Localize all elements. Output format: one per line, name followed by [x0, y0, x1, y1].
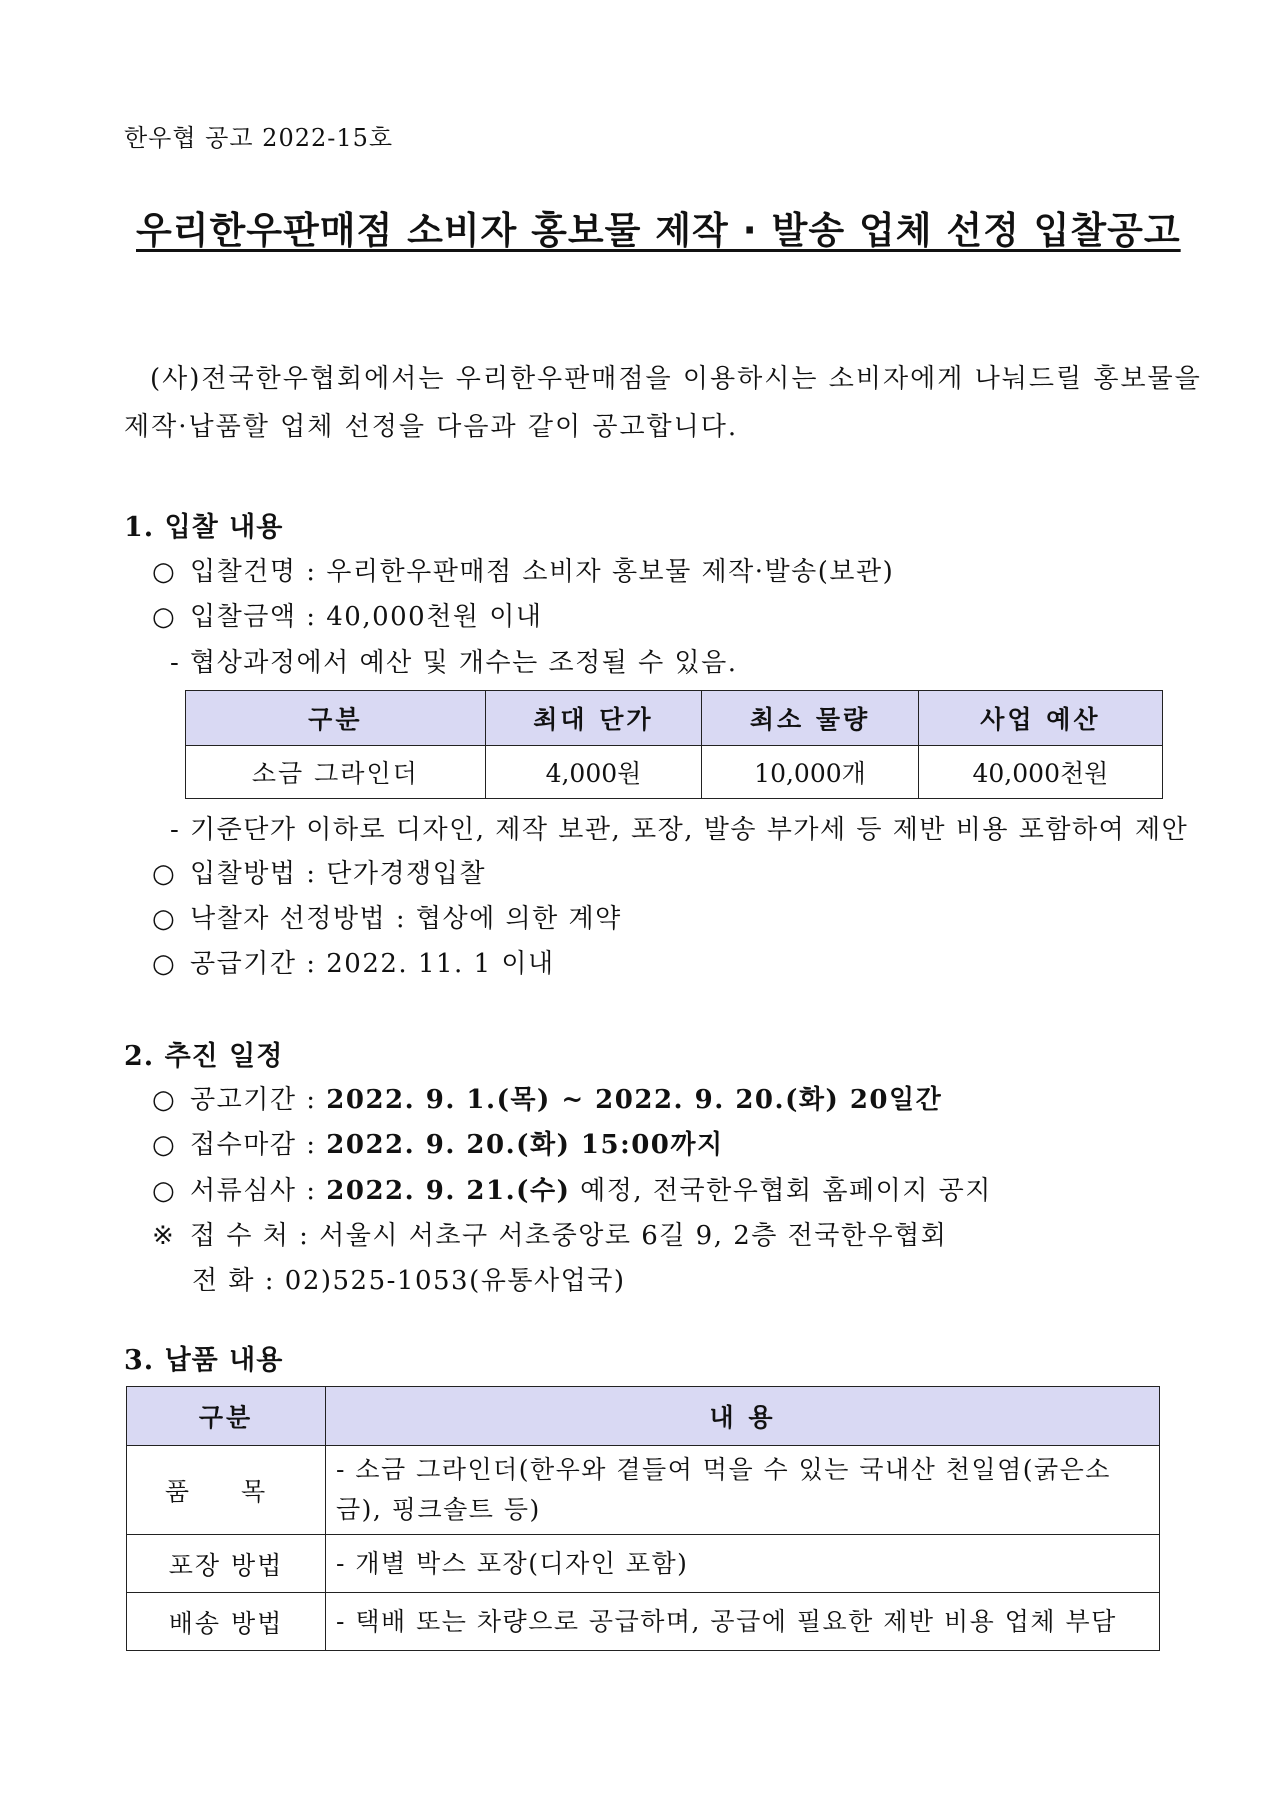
table-row [186, 746, 1163, 799]
page-title: 우리한우판매점 소비자 홍보물 제작 · 발송 업체 선정 입찰공고 [136, 209, 1181, 252]
section-1-heading: 1. 입찰 내용 [124, 512, 284, 543]
table-cell: 포장 방법 [127, 1535, 326, 1593]
table-header-row [127, 1387, 1160, 1446]
circle-bullet-icon: ○ [152, 904, 177, 934]
notice-number: 한우협 공고 2022-15호 [124, 124, 394, 152]
delivery-table [126, 1386, 1160, 1651]
bid-method-item [152, 853, 486, 890]
selection-method-text: 낙찰자 선정방법 : 협상에 의한 계약 [190, 904, 622, 934]
table-header-row [186, 691, 1163, 746]
review-item [152, 1170, 992, 1207]
supply-period-text: 공급기간 : 2022. 11. 1 이내 [190, 949, 555, 979]
table-header-cell: 내 용 [326, 1387, 1160, 1446]
table-header-cell: 구분 [186, 691, 486, 746]
notice-period-label: 공고기간 : [190, 1085, 327, 1115]
review-rest: 예정, 전국한우협회 홈페이지 공지 [570, 1176, 992, 1206]
bid-method-text: 입찰방법 : 단가경쟁입찰 [190, 859, 486, 889]
supply-period-item [152, 943, 555, 980]
reception-item [152, 1215, 947, 1252]
notice-period-value: 2022. 9. 1.(목) ~ 2022. 9. 20.(화) 20일간 [326, 1085, 943, 1115]
circle-bullet-icon: ○ [152, 602, 177, 632]
table-cell: 4,000원 [485, 746, 702, 799]
note-adjust: - 협상과정에서 예산 및 개수는 조정될 수 있음. [170, 648, 738, 678]
review-value: 2022. 9. 21.(수) [326, 1176, 571, 1206]
deadline-item [152, 1124, 724, 1161]
intro-line-1: (사)전국한우협회에서는 우리한우판매점을 이용하시는 소비자에게 나눠드릴 홍보물을 [150, 364, 1202, 394]
table-cell: 배송 방법 [127, 1593, 326, 1651]
table-cell: 품 목 [127, 1446, 326, 1535]
circle-bullet-icon: ○ [152, 859, 177, 889]
bid-amount-item [152, 596, 542, 633]
phone-text: 전 화 : 02)525-1053(유통사업국) [192, 1266, 626, 1296]
notice-period-item [152, 1079, 942, 1116]
note-cost: - 기준단가 이하로 디자인, 제작 보관, 포장, 발송 부가세 등 제반 비용 포함하여 제안 [170, 815, 1189, 845]
table-cell: 소금 그라인더 [186, 746, 486, 799]
bid-amount-text: 입찰금액 : 40,000천원 이내 [190, 602, 543, 632]
table-cell: 10,000개 [702, 746, 919, 799]
table-header-cell: 구분 [127, 1387, 326, 1446]
circle-bullet-icon: ○ [152, 1176, 177, 1206]
table-header-cell: 사업 예산 [918, 691, 1162, 746]
circle-bullet-icon: ○ [152, 1130, 177, 1160]
table-cell: - 택배 또는 차량으로 공급하며, 공급에 필요한 제반 비용 업체 부담 [326, 1593, 1160, 1651]
table-cell: 40,000천원 [918, 746, 1162, 799]
circle-bullet-icon: ○ [152, 949, 177, 979]
section-2-heading: 2. 추진 일정 [124, 1041, 284, 1072]
table-cell: - 소금 그라인더(한우와 곁들여 먹을 수 있는 국내산 천일염(굵은소금), 핑크솔트 등) [326, 1446, 1160, 1535]
table-header-cell: 최대 단가 [485, 691, 702, 746]
table-row [127, 1593, 1160, 1651]
circle-bullet-icon: ○ [152, 1085, 177, 1115]
bid-table [185, 690, 1163, 799]
section-3-heading: 3. 납품 내용 [124, 1345, 284, 1376]
circle-bullet-icon: ○ [152, 557, 177, 587]
deadline-label: 접수마감 : [190, 1130, 327, 1160]
table-cell: - 개별 박스 포장(디자인 포함) [326, 1535, 1160, 1593]
table-row [127, 1535, 1160, 1593]
deadline-value: 2022. 9. 20.(화) 15:00까지 [326, 1130, 724, 1160]
selection-method-item [152, 898, 622, 935]
reference-mark-icon: ※ [152, 1221, 176, 1251]
table-header-cell: 최소 물량 [702, 691, 919, 746]
bid-name-text: 입찰건명 : 우리한우판매점 소비자 홍보물 제작·발송(보관) [190, 557, 895, 587]
intro-line-2: 제작·납품할 업체 선정을 다음과 같이 공고합니다. [124, 412, 739, 442]
bid-name-item [152, 551, 894, 588]
review-label: 서류심사 : [190, 1176, 327, 1206]
reception-text: 접 수 처 : 서울시 서초구 서초중앙로 6길 9, 2층 전국한우협회 [190, 1221, 948, 1251]
table-row [127, 1446, 1160, 1535]
